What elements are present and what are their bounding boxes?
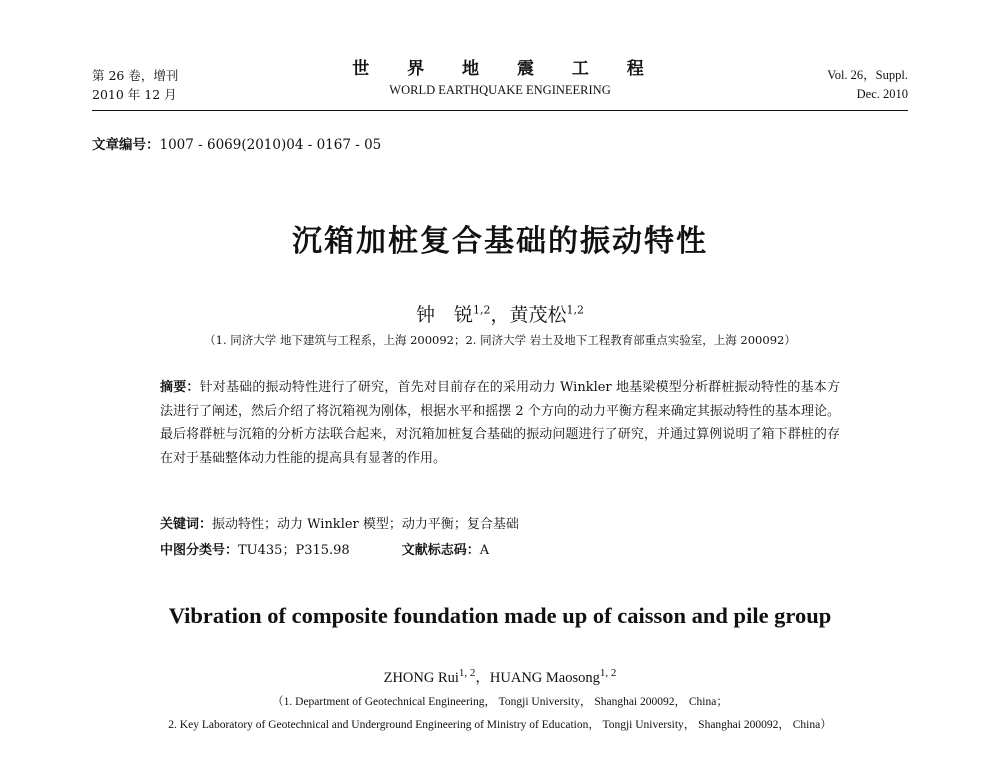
header-right xyxy=(827,66,908,104)
author-1-affil-mark: 1,2 xyxy=(472,303,491,317)
article-number-label: 文章编号： xyxy=(92,137,160,153)
keywords-label: 关键词： xyxy=(160,517,213,532)
keywords-text: 振动特性；动力 Winkler 模型；动力平衡；复合基础 xyxy=(212,517,519,532)
affiliation-en-line-2: 2. Key Laboratory of Geotechnical and Underground Engineering of Ministry of Education， Tongji University， Shanghai 200092， China） xyxy=(168,719,832,731)
classification-label: 中图分类号： xyxy=(160,543,239,558)
volume-en: Vol. 26，Suppl. xyxy=(827,68,908,82)
abstract-label: 摘要： xyxy=(160,380,200,395)
volume-cn: 第 26 卷，增刊 xyxy=(92,68,179,83)
author-en-separator: ， xyxy=(475,670,490,686)
abstract xyxy=(160,376,840,470)
keywords xyxy=(160,513,519,532)
author-1-en: ZHONG Rui xyxy=(383,670,459,686)
author-separator: ， xyxy=(490,304,510,326)
title-cn: 沉箱加桩复合基础的振动特性 xyxy=(292,224,708,259)
header-rule xyxy=(92,110,908,111)
author-2-cn: 黄茂松 xyxy=(509,304,567,326)
title-en: Vibration of composite foundation made up of caisson and pile group xyxy=(168,603,832,628)
author-2-en-affil-mark: 1, 2 xyxy=(599,667,617,680)
author-2-affil-mark: 1,2 xyxy=(566,303,585,317)
classification-value: TU435；P315.98 xyxy=(238,543,350,558)
journal-name-en: WORLD EARTHQUAKE ENGINEERING xyxy=(389,83,611,97)
author-1-cn: 钟 锐 xyxy=(415,304,473,326)
doc-code-value: A xyxy=(479,543,490,558)
affiliation-en-line-1: （1. Department of Geotechnical Engineering， Tongji University， Shanghai 200092， China； xyxy=(272,696,728,708)
date-en: Dec. 2010 xyxy=(856,87,908,101)
doc-code-label: 文献标志码： xyxy=(401,543,480,558)
authors-en xyxy=(0,666,1000,687)
classification xyxy=(160,539,489,558)
author-2-en: HUANG Maosong xyxy=(489,670,600,686)
authors-cn xyxy=(0,300,1000,327)
article-number-value: 1007 - 6069(2010)04 - 0167 - 05 xyxy=(159,137,382,153)
author-1-en-affil-mark: 1, 2 xyxy=(458,667,476,680)
abstract-text: 针对基础的振动特性进行了研究，首先对目前存在的采用动力 Winkler 地基梁模型分析群桩振动特性的基本方法进行了阐述，然后介绍了将沉箱视为刚体，根据水平和摇摆 2 个方向的动力平衡方程来确定其振动特性的基本理论。最后将群桩与沉箱的分析方法联合起来，对沉箱加桩复合基础的振动问题进行了研究，并通过算例说明了箱下群桩的存在对于基础整体动力性能的提高具有显著的作用。 xyxy=(160,380,840,466)
journal-name-cn: 世 界 地 震 工 程 xyxy=(352,59,660,79)
date-cn: 2010 年 12 月 xyxy=(92,87,177,102)
article-number xyxy=(92,133,381,153)
affiliation-cn: （1. 同济大学 地下建筑与工程系，上海 200092；2. 同济大学 岩土及地下工程教育部重点实验室，上海 200092） xyxy=(204,333,796,347)
